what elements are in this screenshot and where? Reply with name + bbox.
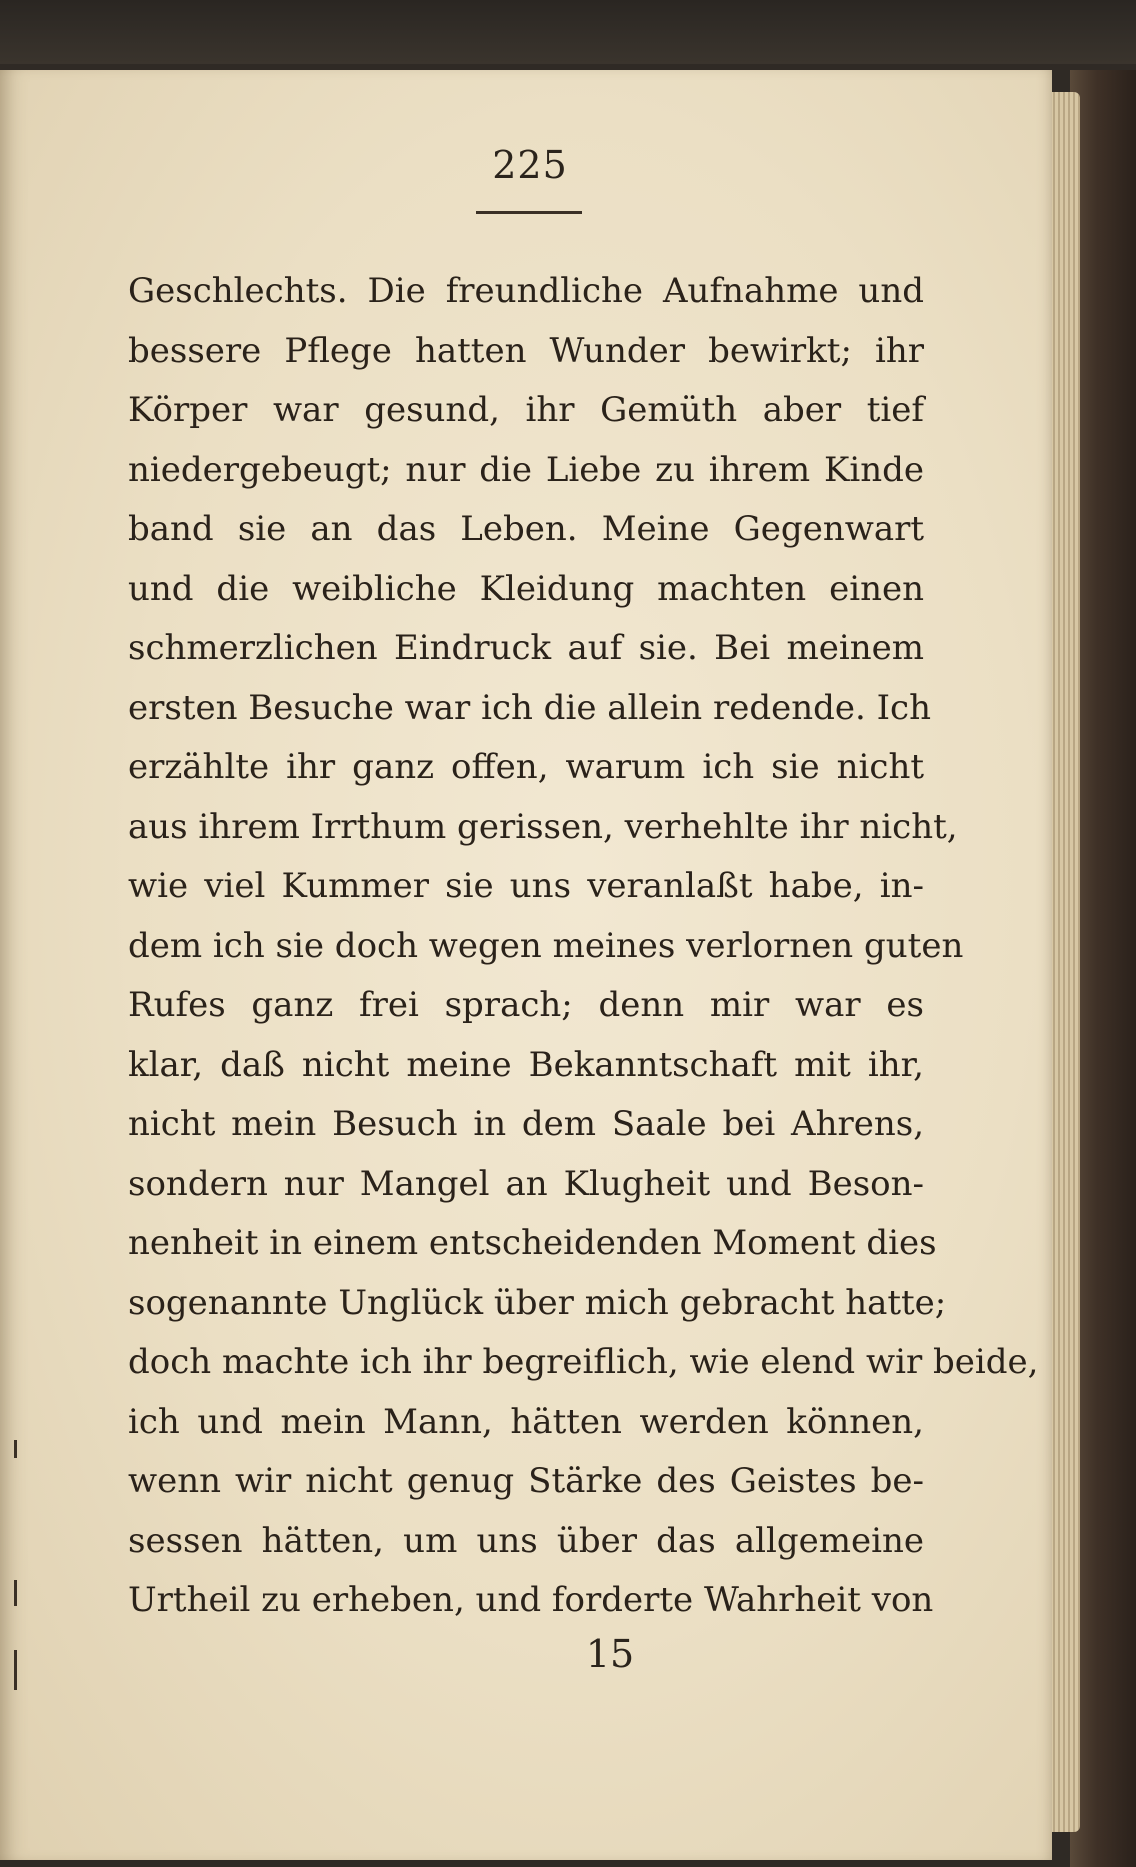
text-line: ersten Besuche war ich die allein redende. Ich [128, 687, 932, 728]
text-line: sogenannte Unglück über mich gebracht hatte; [128, 1282, 947, 1323]
scan-background-top [0, 0, 1136, 64]
page-number: 225 [492, 143, 568, 187]
text-line: Geschlechts. Die freundliche Aufnahme und [128, 271, 924, 311]
text-line: dem ich sie doch wegen meines verlornen guten [128, 925, 964, 966]
text-line: erzählte ihr ganz offen, warum ich sie nicht [128, 747, 924, 787]
text-line: und die weibliche Kleidung machten einen [128, 568, 924, 609]
header-rule [476, 211, 582, 214]
text-line: Urtheil zu erheben, und forderte Wahrheit von [128, 1580, 934, 1620]
text-line: aus ihrem Irrthum gerissen, verhehlte ihr nicht, [128, 806, 958, 847]
text-line: Körper war gesund, ihr Gemüth aber tief [128, 390, 924, 430]
text-line: bessere Pflege hatten Wunder bewirkt; ihr [128, 330, 924, 371]
text-line: nicht mein Besuch in dem Saale bei Ahrens, [128, 1104, 924, 1144]
text-line: Rufes ganz frei sprach; denn mir war es [128, 985, 924, 1025]
text-line: schmerzlichen Eindruck auf sie. Bei meinem [128, 628, 924, 668]
text-line: wie viel Kummer sie uns veranlaßt habe, in- [128, 866, 924, 906]
gutter-marks [10, 1440, 24, 1700]
body-text [128, 262, 1039, 1631]
text-line: sessen hätten, um uns über das allgemeine [128, 1520, 924, 1561]
text-line: band sie an das Leben. Meine Gegenwart [128, 509, 924, 549]
text-line: sondern nur Mangel an Klugheit und Beson- [128, 1163, 924, 1204]
signature-mark: 15 [585, 1632, 635, 1676]
text-line: klar, daß nicht meine Bekanntschaft mit ihr, [128, 1044, 924, 1085]
text-line: ich und mein Mann, hätten werden können, [128, 1401, 924, 1442]
text-line: nenheit in einem entscheidenden Moment dies [128, 1223, 937, 1263]
text-line: wenn wir nicht genug Stärke des Geistes be- [128, 1461, 924, 1501]
text-line: doch machte ich ihr begreiflich, wie elend wir beide, [128, 1342, 1039, 1382]
text-line: niedergebeugt; nur die Liebe zu ihrem Kinde [128, 449, 924, 490]
